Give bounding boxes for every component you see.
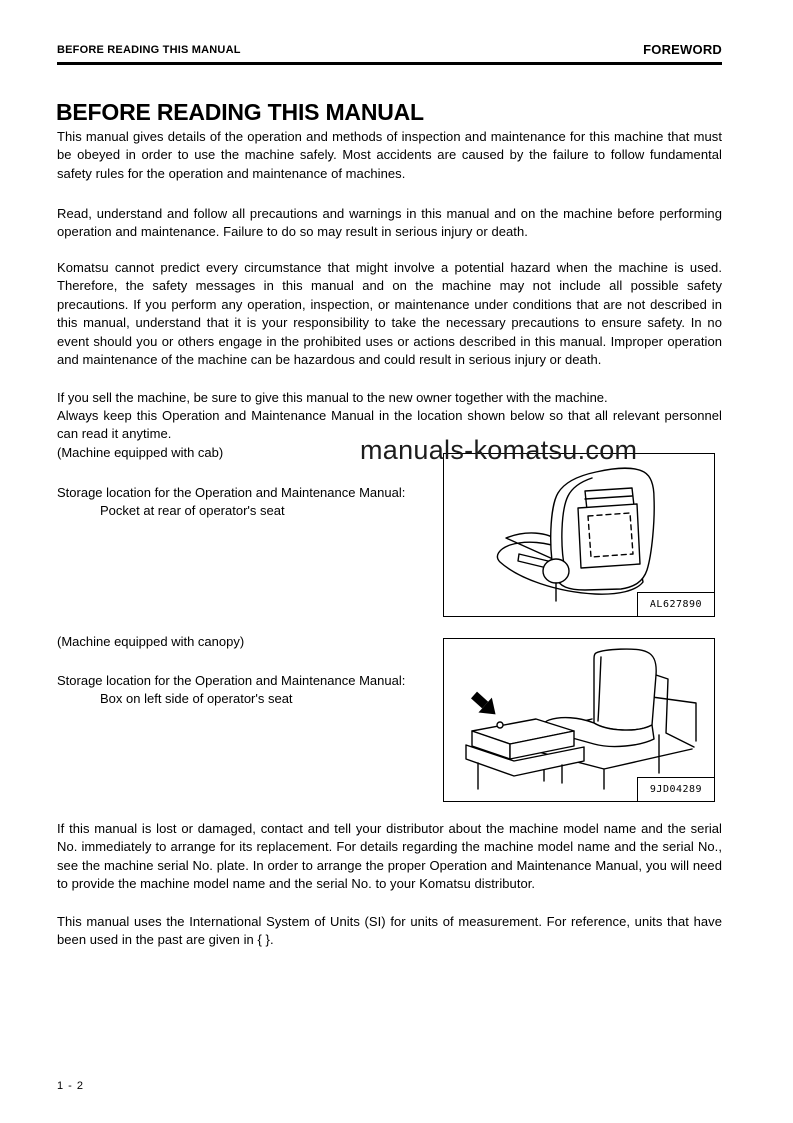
canopy-storage-value: Box on left side of operator's seat bbox=[100, 691, 293, 706]
lid-knob bbox=[497, 722, 503, 728]
running-header-section: BEFORE READING THIS MANUAL bbox=[57, 44, 241, 56]
canopy-caption: (Machine equipped with canopy) bbox=[57, 634, 245, 649]
canopy-seat-figure bbox=[443, 638, 715, 802]
figure-code: AL627890 bbox=[637, 592, 714, 616]
paragraph-si-units: This manual uses the International System of Units (SI) for units of measurement. For reference, units that have been used in the past are given in { }. bbox=[57, 914, 722, 948]
cab-storage-label: Storage location for the Operation and Maintenance Manual: bbox=[57, 485, 406, 500]
watermark: manuals-komatsu.com bbox=[360, 435, 638, 465]
paragraph-komatsu-hazard: Komatsu cannot predict every circumstance that might involve a potential hazard when the machine is used. Therefore, the safety messages in this manual and on the machine may not include all possible safety precautions. If you perform any operation, inspection, or maintenance under conditions that are not described in this manual, understand that it is your responsibility to take the necessary precautions to ensure safety. In no event should you or others engage in the prohibited uses or actions described in this manual. Improper operation and maintenance of the machine can be hazardous and could result in serious injury or death. bbox=[57, 260, 722, 368]
paragraph-read-precautions: Read, understand and follow all precautions and warnings in this manual and on the machine before performing operation and maintenance. Failure to do so may result in serious injury or death. bbox=[57, 206, 722, 240]
seat-back bbox=[594, 649, 656, 730]
cab-caption: (Machine equipped with cab) bbox=[57, 445, 224, 460]
armrest-knob bbox=[543, 559, 569, 583]
page-title: BEFORE READING THIS MANUAL bbox=[56, 99, 424, 125]
canopy-storage-label: Storage location for the Operation and Maintenance Manual: bbox=[57, 673, 406, 688]
cab-storage-value: Pocket at rear of operator's seat bbox=[100, 503, 285, 518]
cab-seat-figure bbox=[443, 453, 715, 617]
running-header-document: FOREWORD bbox=[643, 42, 722, 57]
paragraph-lost-manual: If this manual is lost or damaged, contact and tell your distributor about the machine model name and the serial No. immediately to arrange for its replacement. For details regarding the machine model name and the serial No., see the machine serial No. plate. In order to arrange the proper Operation and Maintenance Manual, you will need to provide the machine model name and the serial No. to your Komatsu distributor. bbox=[57, 821, 722, 892]
figure-code: 9JD04289 bbox=[637, 777, 714, 801]
arrow-icon bbox=[467, 688, 502, 722]
page-number: 1 - 2 bbox=[57, 1080, 85, 1092]
paragraph-keep-manual: Always keep this Operation and Maintenance Manual in the location shown below so that all relevant personnel can read it anytime. bbox=[57, 408, 722, 442]
paragraph-overview: This manual gives details of the operation and methods of inspection and maintenance for this machine that must be obeyed in order to use the machine safely. Most accidents are caused by the failure to follow fundamental safety rules for the operation and maintenance of machines. bbox=[57, 129, 722, 181]
paragraph-sell-machine: If you sell the machine, be sure to give this manual to the new owner together with the machine. bbox=[57, 390, 608, 405]
manual-pocket bbox=[578, 504, 640, 568]
header-rule bbox=[57, 62, 722, 65]
